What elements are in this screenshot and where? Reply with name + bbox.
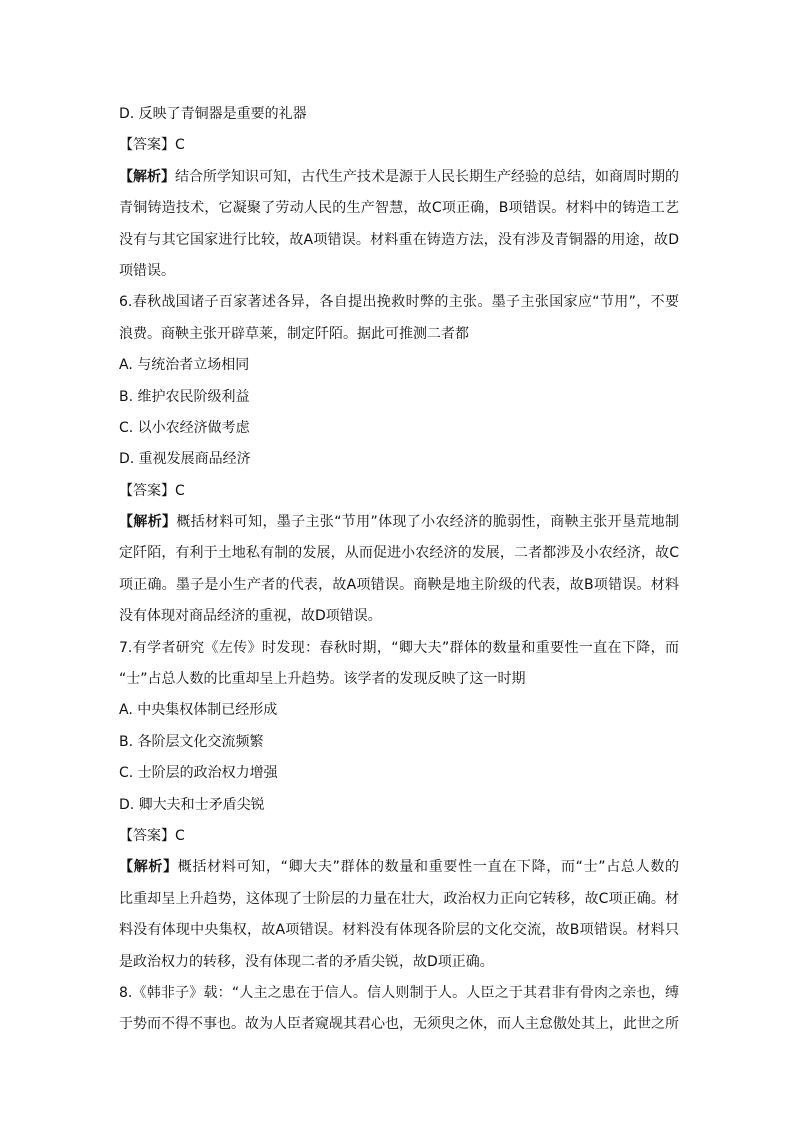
q6-option-b: B. 维护农民阶级利益: [119, 388, 250, 405]
q7-option-a: A. 中央集权体制已经形成: [119, 702, 278, 719]
q6-stem-line-2: 浪费。商鞅主张开辟草莱，制定阡陌。据此可推测二者都: [119, 325, 469, 342]
q7-stem-line-1: 7.有学者研究《左传》时发现：春秋时期，“卿大夫”群体的数量和重要性一直在下降，而: [119, 639, 679, 656]
q8-stem-line-1: 8.《韩非子》载：“人主之患在于信人。信人则制于人。人臣之于其君非有骨肉之亲也，缚: [119, 984, 679, 1001]
q5-analysis-line-1: [119, 162, 679, 193]
q7-analysis-line-3: 料没有体现中央集权，故A项错误。材料没有体现各阶层的文化交流，故B项错误。材料只: [119, 922, 679, 939]
q6-analysis-text-1: 概括材料可知，墨子主张“节用”体现了小农经济的脆弱性，商鞅主张开垦荒地制: [176, 514, 679, 531]
q6-option-d: D. 重视发展商品经济: [119, 451, 251, 468]
exam-text: [119, 99, 679, 1041]
q7-option-b: B. 各阶层文化交流频繁: [119, 733, 264, 750]
q6-analysis-line-3: 项正确。墨子是小生产者的代表，故A项错误。商鞅是地主阶级的代表，故B项错误。材料: [119, 576, 679, 593]
q7-analysis-line-4: 是政治权力的转移，没有体现二者的矛盾尖锐，故D项正确。: [119, 953, 494, 970]
q7-option-c: C. 士阶层的政治权力增强: [119, 765, 278, 782]
q7-analysis-line-1: [119, 852, 679, 883]
q6-analysis-line-2: 定阡陌，有利于土地私有制的发展，从而促进小农经济的发展，二者都涉及小农经济，故C: [119, 545, 679, 562]
q5-analysis-line-4: 项错误。: [119, 262, 175, 279]
q5-option-d: D. 反映了青铜器是重要的礼器: [119, 106, 307, 122]
q6-stem-line-1: 6.春秋战国诸子百家著述各异，各自提出挽救时弊的主张。墨子主张国家应“节用”，不要: [119, 294, 679, 311]
q7-option-d: D. 卿大夫和士矛盾尖锐: [119, 796, 265, 813]
q5-analysis-line-2: 青铜铸造技术，它凝聚了劳动人民的生产智慧，故C项正确，B项错误。材料中的铸造工艺: [119, 200, 679, 217]
q5-analysis-text-1: 结合所学知识可知，古代生产技术是源于人民长期生产经验的总结，如商周时期的: [175, 168, 679, 185]
q7-stem-line-2: “士”占总人数的比重却呈上升趋势。该学者的发现反映了这一时期: [119, 671, 526, 688]
q7-answer: 【答案】C: [119, 827, 185, 844]
q6-analysis-line-4: 没有体现对商品经济的重视，故D项错误。: [119, 608, 382, 625]
q8-stem-line-2: 于势而不得不事也。故为人臣者窥觇其君心也，无须臾之休，而人主怠傲处其上，此世之所: [119, 1016, 679, 1033]
q6-option-a: A. 与统治者立场相同: [119, 357, 250, 374]
q6-analysis-line-1: [119, 507, 679, 538]
q6-answer: 【答案】C: [119, 482, 185, 499]
q5-analysis-line-3: 没有与其它国家进行比较，故A项错误。材料重在铸造方法，没有涉及青铜器的用途，故D: [119, 231, 679, 248]
q7-analysis-text-1: 概括材料可知，“卿大夫”群体的数量和重要性一直在下降，而“士”占总人数的: [177, 859, 679, 876]
q6-analysis-tag: 【解析】: [119, 514, 177, 531]
q5-analysis-tag: 【解析】: [119, 168, 175, 185]
q7-analysis-line-2: 比重却呈上升趋势，这体现了士阶层的力量在壮大，政治权力正向它转移，故C项正确。材: [119, 890, 679, 907]
q5-answer: 【答案】C: [119, 137, 185, 154]
q6-option-c: C. 以小农经济做考虑: [119, 419, 250, 436]
q7-analysis-tag: 【解析】: [119, 859, 178, 876]
